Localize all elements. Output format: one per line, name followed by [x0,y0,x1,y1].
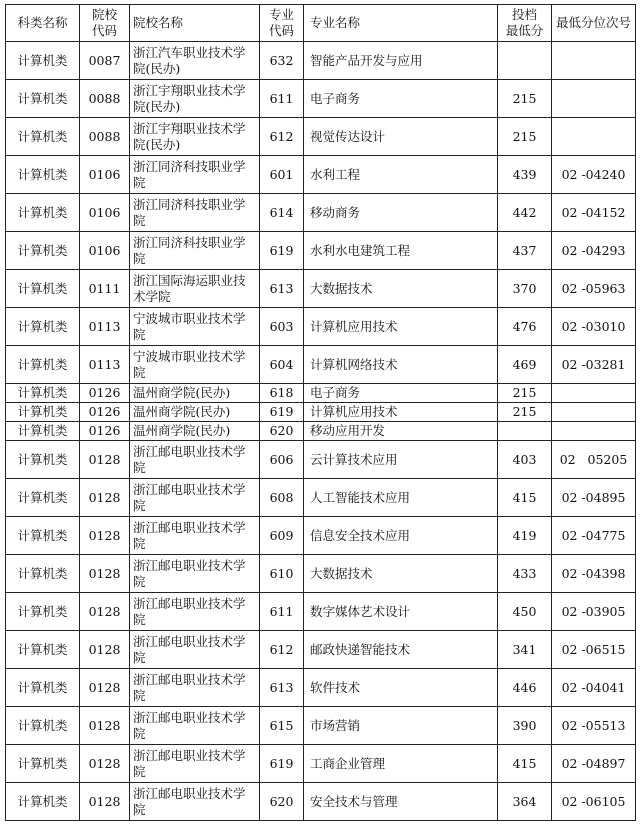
table-row [6,270,636,308]
rank-cell: 02 -04240 [552,156,636,194]
major-name-cell: 水利水电建筑工程 [304,232,498,270]
category-cell: 计算机类 [6,384,80,403]
school-code-cell: 0126 [80,422,130,441]
category-cell: 计算机类 [6,669,80,707]
school-name-cell: 温州商学院(民办) [130,384,260,403]
major-name-cell: 安全技术与管理 [304,783,498,821]
category-cell: 计算机类 [6,783,80,821]
category-cell: 计算机类 [6,593,80,631]
header-major-name: 专业名称 [304,5,498,42]
rank-cell: 02 05205 [552,441,636,479]
school-name-cell: 浙江邮电职业技术学院 [130,783,260,821]
major-name-cell: 水利工程 [304,156,498,194]
school-code-cell: 0111 [80,270,130,308]
score-cell: 439 [498,156,552,194]
score-cell: 370 [498,270,552,308]
score-cell: 446 [498,669,552,707]
table-row [6,403,636,422]
header-school-name: 院校名称 [130,5,260,42]
school-name-cell: 浙江同济科技职业学院 [130,156,260,194]
school-name-cell: 浙江邮电职业技术学院 [130,517,260,555]
major-name-cell: 邮政快递智能技术 [304,631,498,669]
school-code-cell: 0106 [80,194,130,232]
school-name-cell: 浙江汽车职业技术学院(民办) [130,42,260,80]
category-cell: 计算机类 [6,232,80,270]
school-code-cell: 0128 [80,783,130,821]
major-code-cell: 610 [260,555,304,593]
school-code-cell: 0128 [80,745,130,783]
school-code-cell: 0113 [80,346,130,384]
score-cell: 390 [498,707,552,745]
table-row [6,156,636,194]
major-code-cell: 609 [260,517,304,555]
score-cell [498,422,552,441]
admission-table [5,4,636,821]
school-name-cell: 浙江邮电职业技术学院 [130,631,260,669]
rank-cell: 02 -03010 [552,308,636,346]
score-cell: 341 [498,631,552,669]
major-code-cell: 608 [260,479,304,517]
major-name-cell: 云计算技术应用 [304,441,498,479]
category-cell: 计算机类 [6,118,80,156]
header-rank: 最低分位次号 [552,5,636,42]
category-cell: 计算机类 [6,194,80,232]
score-cell: 442 [498,194,552,232]
major-name-cell: 软件技术 [304,669,498,707]
school-name-cell: 宁波城市职业技术学院 [130,308,260,346]
rank-cell: 02 -04293 [552,232,636,270]
table-row [6,555,636,593]
major-name-cell: 人工智能技术应用 [304,479,498,517]
major-name-cell: 市场营销 [304,707,498,745]
category-cell: 计算机类 [6,156,80,194]
major-code-cell: 618 [260,384,304,403]
rank-cell: 02 -05963 [552,270,636,308]
category-cell: 计算机类 [6,270,80,308]
major-code-cell: 601 [260,156,304,194]
table-row [6,232,636,270]
category-cell: 计算机类 [6,555,80,593]
major-name-cell: 移动商务 [304,194,498,232]
rank-cell: 02 -04775 [552,517,636,555]
major-code-cell: 604 [260,346,304,384]
table-row [6,669,636,707]
header-score [498,5,552,42]
major-code-cell: 620 [260,422,304,441]
table-row [6,517,636,555]
category-cell: 计算机类 [6,308,80,346]
major-name-cell: 电子商务 [304,384,498,403]
header-major-code-line1: 专业 [268,7,294,22]
major-code-cell: 619 [260,745,304,783]
school-name-cell: 浙江邮电职业技术学院 [130,745,260,783]
rank-cell [552,80,636,118]
score-cell: 215 [498,118,552,156]
header-score-line1: 投档 [511,7,537,22]
school-name-cell: 浙江国际海运职业技术学院 [130,270,260,308]
major-code-cell: 614 [260,194,304,232]
rank-cell: 02 -04895 [552,479,636,517]
major-name-cell: 视觉传达设计 [304,118,498,156]
header-school-code-line2: 代码 [91,23,117,38]
rank-cell: 02 -06515 [552,631,636,669]
major-code-cell: 612 [260,118,304,156]
major-name-cell: 计算机应用技术 [304,308,498,346]
major-code-cell: 611 [260,80,304,118]
header-category: 科类名称 [6,5,80,42]
table-row [6,118,636,156]
major-code-cell: 619 [260,403,304,422]
category-cell: 计算机类 [6,441,80,479]
major-code-cell: 613 [260,270,304,308]
score-cell: 215 [498,403,552,422]
category-cell: 计算机类 [6,422,80,441]
score-cell: 469 [498,346,552,384]
category-cell: 计算机类 [6,346,80,384]
school-name-cell: 浙江邮电职业技术学院 [130,441,260,479]
school-code-cell: 0113 [80,308,130,346]
table-row [6,194,636,232]
major-code-cell: 632 [260,42,304,80]
rank-cell: 02 -03905 [552,593,636,631]
score-cell: 215 [498,80,552,118]
category-cell: 计算机类 [6,479,80,517]
major-name-cell: 数字媒体艺术设计 [304,593,498,631]
score-cell: 433 [498,555,552,593]
school-name-cell: 浙江邮电职业技术学院 [130,707,260,745]
table-row [6,80,636,118]
school-code-cell: 0088 [80,80,130,118]
score-cell: 419 [498,517,552,555]
header-score-line2: 最低分 [505,23,544,38]
school-code-cell: 0128 [80,669,130,707]
category-cell: 计算机类 [6,707,80,745]
school-name-cell: 浙江邮电职业技术学院 [130,555,260,593]
category-cell: 计算机类 [6,42,80,80]
category-cell: 计算机类 [6,631,80,669]
category-cell: 计算机类 [6,403,80,422]
category-cell: 计算机类 [6,745,80,783]
score-cell: 215 [498,384,552,403]
score-cell: 403 [498,441,552,479]
school-code-cell: 0126 [80,403,130,422]
header-major-code [260,5,304,42]
score-cell: 364 [498,783,552,821]
score-cell: 450 [498,593,552,631]
school-code-cell: 0088 [80,118,130,156]
rank-cell [552,42,636,80]
table-row [6,346,636,384]
table-row [6,441,636,479]
category-cell: 计算机类 [6,80,80,118]
score-cell: 415 [498,479,552,517]
header-school-code-line1: 院校 [91,7,117,22]
school-name-cell: 浙江宇翔职业技术学院(民办) [130,80,260,118]
table-row [6,745,636,783]
rank-cell: 02 -04897 [552,745,636,783]
school-code-cell: 0128 [80,441,130,479]
school-name-cell: 浙江同济科技职业学院 [130,194,260,232]
school-name-cell: 浙江邮电职业技术学院 [130,479,260,517]
header-school-code [80,5,130,42]
header-row [6,5,636,42]
rank-cell [552,118,636,156]
school-code-cell: 0128 [80,631,130,669]
table-row [6,384,636,403]
major-name-cell: 工商企业管理 [304,745,498,783]
table-row [6,593,636,631]
school-name-cell: 温州商学院(民办) [130,422,260,441]
school-code-cell: 0128 [80,555,130,593]
score-cell: 476 [498,308,552,346]
rank-cell [552,422,636,441]
table-row [6,479,636,517]
school-code-cell: 0128 [80,593,130,631]
major-name-cell: 计算机网络技术 [304,346,498,384]
major-code-cell: 620 [260,783,304,821]
table-body [6,42,636,821]
school-code-cell: 0087 [80,42,130,80]
table-row [6,42,636,80]
major-code-cell: 612 [260,631,304,669]
school-name-cell: 宁波城市职业技术学院 [130,346,260,384]
major-code-cell: 619 [260,232,304,270]
major-code-cell: 613 [260,669,304,707]
major-code-cell: 603 [260,308,304,346]
rank-cell: 02 -03281 [552,346,636,384]
rank-cell: 02 -04152 [552,194,636,232]
school-name-cell: 浙江邮电职业技术学院 [130,593,260,631]
score-cell: 437 [498,232,552,270]
school-name-cell: 浙江宇翔职业技术学院(民办) [130,118,260,156]
school-code-cell: 0128 [80,707,130,745]
major-name-cell: 计算机应用技术 [304,403,498,422]
table-row [6,707,636,745]
score-cell [498,42,552,80]
score-cell: 415 [498,745,552,783]
table-row [6,308,636,346]
category-cell: 计算机类 [6,517,80,555]
major-code-cell: 615 [260,707,304,745]
major-name-cell: 信息安全技术应用 [304,517,498,555]
major-name-cell: 电子商务 [304,80,498,118]
rank-cell: 02 -04041 [552,669,636,707]
rank-cell: 02 -04398 [552,555,636,593]
major-code-cell: 606 [260,441,304,479]
major-name-cell: 大数据技术 [304,555,498,593]
school-code-cell: 0128 [80,517,130,555]
rank-cell [552,403,636,422]
school-name-cell: 温州商学院(民办) [130,403,260,422]
rank-cell: 02 -06105 [552,783,636,821]
rank-cell: 02 -05513 [552,707,636,745]
school-code-cell: 0106 [80,232,130,270]
rank-cell [552,384,636,403]
school-code-cell: 0128 [80,479,130,517]
major-name-cell: 移动应用开发 [304,422,498,441]
school-name-cell: 浙江邮电职业技术学院 [130,669,260,707]
school-name-cell: 浙江同济科技职业学院 [130,232,260,270]
header-major-code-line2: 代码 [268,23,294,38]
table-row [6,783,636,821]
school-code-cell: 0126 [80,384,130,403]
table-row [6,422,636,441]
major-code-cell: 611 [260,593,304,631]
table-row [6,631,636,669]
major-name-cell: 大数据技术 [304,270,498,308]
school-code-cell: 0106 [80,156,130,194]
major-name-cell: 智能产品开发与应用 [304,42,498,80]
